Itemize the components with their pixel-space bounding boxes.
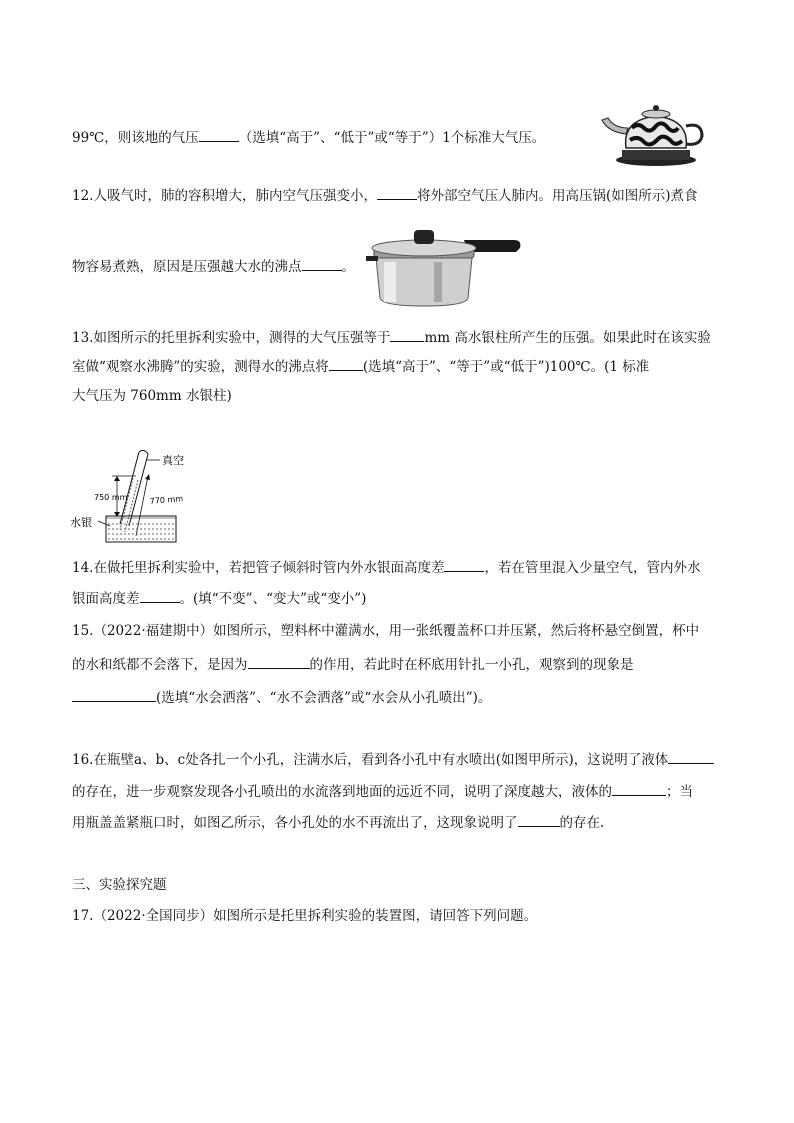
teapot-figure [598,98,708,168]
q14-text-d: 。(填“不变”、“变大”或“变小”) [179,591,367,607]
q13-text-d: (选填“高于”、“等于”或“低于”)100℃。(1 标准 [362,359,650,375]
q15-text-a: 的水和纸都不会落下，是因为 [72,657,248,673]
q14-text-b: ，若在管里混入少量空气，管内外水 [484,560,701,576]
section-heading: 三、实验探究题 [72,877,167,893]
q16-text-b: 的存在，进一步观察发现各小孔喷出的水流落到地面的远近不同，说明了深度越大，液体的 [72,784,612,800]
q11-answer-blank[interactable] [199,128,239,142]
q11-text-a: 99℃，则该地的气压 [72,130,199,146]
q16-text-a: 16.在瓶壁a、b、c处各扎一个小孔，注满水后，看到各小孔中有水喷出(如图甲所示)，这说明了液体 [72,752,669,768]
q13-text-a: 13.如图所示的托里拆利实验中，测得的大气压强等于 [72,330,391,346]
q17-line-1: 17.（2022·全国同步）如图所示是托里拆利实验的装置图，请回答下列问题。 [72,908,538,924]
q16-text-c: ；当 [666,784,693,800]
label-vacuum: 真空 [162,454,184,467]
q12-text-c: 物容易煮熟，原因是压强越大水的沸点 [72,259,302,275]
q13-text-c: 室做“观察水沸腾”的实验，测得水的沸点将 [72,359,329,375]
q13-line-1 [72,328,711,347]
q14-answer-blank-2[interactable] [140,589,180,603]
q13-answer-blank-2[interactable] [329,357,363,371]
q15-answer-blank-1[interactable] [248,655,310,669]
q16-line-3 [72,813,604,832]
q13-answer-blank-1[interactable] [390,328,424,342]
q15-line-1: 15.（2022·福建期中）如图所示，塑料杯中灌满水，用一张纸覆盖杯口并压紧，然后将杯悬空倒置，杯中 [72,623,700,639]
q11-line-1 [72,128,545,147]
q15-line-2 [72,655,634,674]
q14-text-c: 银面高度差 [72,591,140,607]
q16-answer-blank-2[interactable] [612,782,666,796]
label-770mm: 770 mm [149,494,184,506]
q16-text-d: 用瓶盖盖紧瓶口时，如图乙所示，各小孔处的水不再流出了，这现象说明了 [72,815,518,831]
q14-answer-blank-1[interactable] [444,558,484,572]
q16-line-2 [72,782,693,801]
q11-text-b: （选填“高于”、“低于”或“等于”）1个标准大气压。 [238,130,546,146]
pressure-cooker-figure [364,222,526,308]
q14-line-2 [72,589,366,608]
q12-answer-blank-1[interactable] [377,186,417,200]
label-mercury: 水银 [70,516,92,529]
q14-text-a: 14.在做托里拆利实验中，若把管子倾斜时管内外水银面高度差 [72,560,445,576]
q15-text-c: (选填“水会洒落”、“水不会洒落”或“水会从小孔喷出”)。 [156,690,492,706]
q12-line-1 [72,186,698,205]
q12-answer-blank-2[interactable] [302,257,342,271]
q13-text-b: mm 高水银柱所产生的压强。如果此时在该实验 [424,330,711,346]
q16-line-1 [72,750,714,769]
q12-text-d: 。 [341,259,355,275]
q12-text-a: 12.人吸气时，肺的容积增大，肺内空气压强变小， [72,188,377,204]
q13-line-3: 大气压为 760mm 水银柱) [72,388,232,404]
q13-line-2 [72,357,649,376]
q15-answer-blank-2[interactable] [72,688,156,702]
q14-line-1 [72,558,700,577]
label-750mm: 750 mm [94,493,128,502]
q16-text-e: 的存在. [559,815,605,831]
q15-line-3 [72,688,491,707]
q16-answer-blank-3[interactable] [518,813,560,827]
q16-answer-blank-1[interactable] [668,750,714,764]
torricelli-figure [70,448,200,546]
q12-text-b: 将外部空气压人肺内。用高压锅(如图所示)煮食 [416,188,698,204]
q12-line-2 [72,257,355,276]
q15-text-b: 的作用，若此时在杯底用针扎一小孔，观察到的现象是 [309,657,634,673]
